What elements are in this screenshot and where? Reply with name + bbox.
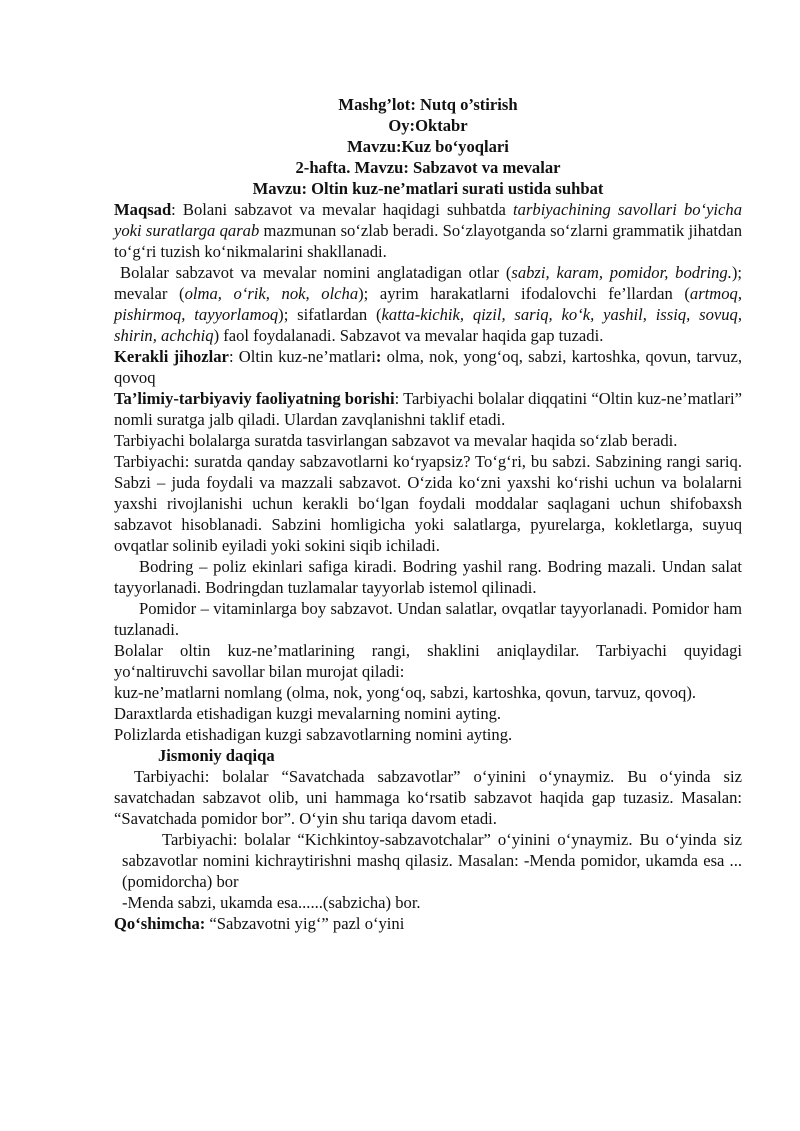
- goal-text-1: : Bolani sabzavot va mevalar haqidagi suhbatda: [171, 200, 514, 219]
- activity-paragraph: [114, 388, 742, 430]
- vocab-text-3: ); ayrim harakatlarni ifodalovchi fe’llardan (: [358, 284, 690, 303]
- activity-label: Ta’limiy-tarbiyaviy faoliyatning borishi: [114, 389, 395, 408]
- goal-paragraph: [114, 199, 742, 262]
- equipment-list: olma, nok, yong‘oq, sabzi, kartoshka, qovun, tarvuz, qovoq: [114, 347, 742, 387]
- activity-text: : Tarbiyachi bolalar diqqatini “Oltin kuz-ne’matlari” nomli suratga jalb qiladi. Ulardan zavqlanishni taklif etadi.: [114, 389, 742, 429]
- vocab-verbs: artmoq, pishirmoq, tayyorlamoq: [114, 284, 742, 324]
- topic-line: Mavzu:Kuz bo‘yoqlari: [347, 137, 509, 156]
- paragraph-tomato: Pomidor – vitaminlarga boy sabzavot. Undan salatlar, ovqatlar tayyorlanadi. Pomidor ham tuzlanadi.: [114, 599, 742, 639]
- paragraph-diminutive-game: Tarbiyachi: bolalar “Kichkintoy-sabzavotchalar” o‘yinini o‘ynaymiz. Bu o‘yinda siz sabzavotlar nomini kichraytirishni mashq qilasiz. Masalan: -Menda pomidor, ukamda esa ... (pomidorcha) bor: [122, 830, 742, 891]
- equipment-paragraph: [114, 346, 742, 388]
- paragraph-questions: Bolalar oltin kuz-ne’matlarining rangi, shaklini aniqlaydilar. Tarbiyachi quyidagi yo‘naltiruvchi savollar bilan murojat qiladi:: [114, 641, 742, 681]
- vocab-text-5: ) faol foydalanadi. Sabzavot va mevalar haqida gap tuzadi.: [213, 326, 604, 345]
- vocab-vegetables: sabzi, karam, pomidor, bodring.: [511, 263, 732, 282]
- paragraph-name-items: kuz-ne’matlarni nomlang (olma, nok, yong‘oq, sabzi, kartoshka, qovun, tarvuz, qovoq).: [114, 683, 697, 702]
- subtopic-line: Mavzu: Oltin kuz-ne’matlari surati ustida suhbat: [252, 179, 604, 198]
- paragraph-tree-fruits: Daraxtlarda etishadigan kuzgi mevalarning nomini ayting.: [114, 704, 502, 723]
- extra-label: Qo‘shimcha:: [114, 914, 206, 933]
- physical-minute-heading: Jismoniy daqiqa: [158, 746, 275, 765]
- extra-text: “Sabzavotni yig‘” pazl o‘yini: [205, 914, 405, 933]
- equipment-prefix: : Oltin kuz-ne’matlari: [228, 347, 376, 366]
- vocab-adjectives: katta-kichik, qizil, sariq, ko‘k, yashil, issiq, sovuq, shirin, achchiq: [114, 305, 742, 345]
- goal-text-2: mazmunan so‘zlab beradi. So‘zlayotganda so‘zlarni grammatik jihatdan to‘g‘ri tuzish ko‘nikmalarini shakllanadi.: [114, 221, 742, 261]
- vocab-text-4: ); sifatlardan (: [278, 305, 382, 324]
- month-line: Oy:Oktabr: [388, 116, 468, 135]
- paragraph-diminutive-example: -Menda sabzi, ukamda esa......(sabzicha) bor.: [122, 893, 421, 912]
- paragraph-basket-game: Tarbiyachi: bolalar “Savatchada sabzavotlar” o‘yinini o‘ynaymiz. Bu o‘yinda siz savatchadan sabzavot olib, uni hammaga ko‘rsatib sabzavot haqida gap tuzasiz. Masalan: “Savatchada pomidor bor”. O‘yin shu tariqa davom etadi.: [114, 767, 742, 828]
- vocab-text-1: Bolalar sabzavot va mevalar nomini anglatadigan otlar (: [120, 263, 512, 282]
- vocabulary-paragraph: [114, 262, 742, 346]
- goal-text-italic: tarbiyachining savollari bo‘yicha yoki suratlarga qarab: [114, 200, 743, 240]
- equipment-label: Kerakli jihozlar: [114, 347, 229, 366]
- paragraph-field-vegetables: Polizlarda etishadigan kuzgi sabzavotlarning nomini ayting.: [114, 725, 513, 744]
- paragraph-carrot: Tarbiyachi: suratda qanday sabzavotlarni ko‘ryapsiz? To‘g‘ri, bu sabzi. Sabzining rangi sariq. Sabzi – juda foydali va mazzali sabzavot. O‘zida ko‘zni yaxshi ko‘rishi uchun va bolalarni yaxshi rivojlanishi uchun kerakli bo‘lgan foydali moddalar saqlagani uchun shifobaxsh sabzavot hisoblanadi. Sabzini homligicha yoki salatlarga, pyurelarga, kokletlarga, suyuq ovqatlar solinib eyiladi yoki sokini siqib ichiladi.: [114, 452, 742, 555]
- lesson-title: Mashg’lot: Nutq o’stirish: [338, 95, 518, 114]
- paragraph-cucumber: Bodring – poliz ekinlari safiga kiradi. Bodring yashil rang. Bodring mazali. Undan salat tayyorlanadi. Bodringdan tuzlamalar tayyorlab istemol qilinadi.: [114, 557, 742, 597]
- document-page: [114, 94, 742, 934]
- vocab-text-2: ); mevalar (: [114, 263, 742, 303]
- extra-paragraph: [114, 913, 742, 934]
- week-line: 2-hafta. Mavzu: Sabzavot va mevalar: [295, 158, 561, 177]
- paragraph-teacher-intro: Tarbiyachi bolalarga suratda tasvirlangan sabzavot va mevalar haqida so‘zlab beradi.: [114, 431, 678, 450]
- diminutive-game-block: [114, 829, 742, 913]
- goal-label: Maqsad: [114, 200, 172, 219]
- equipment-colon: :: [375, 347, 382, 366]
- vocab-fruits: olma, o‘rik, nok, olcha: [184, 284, 359, 303]
